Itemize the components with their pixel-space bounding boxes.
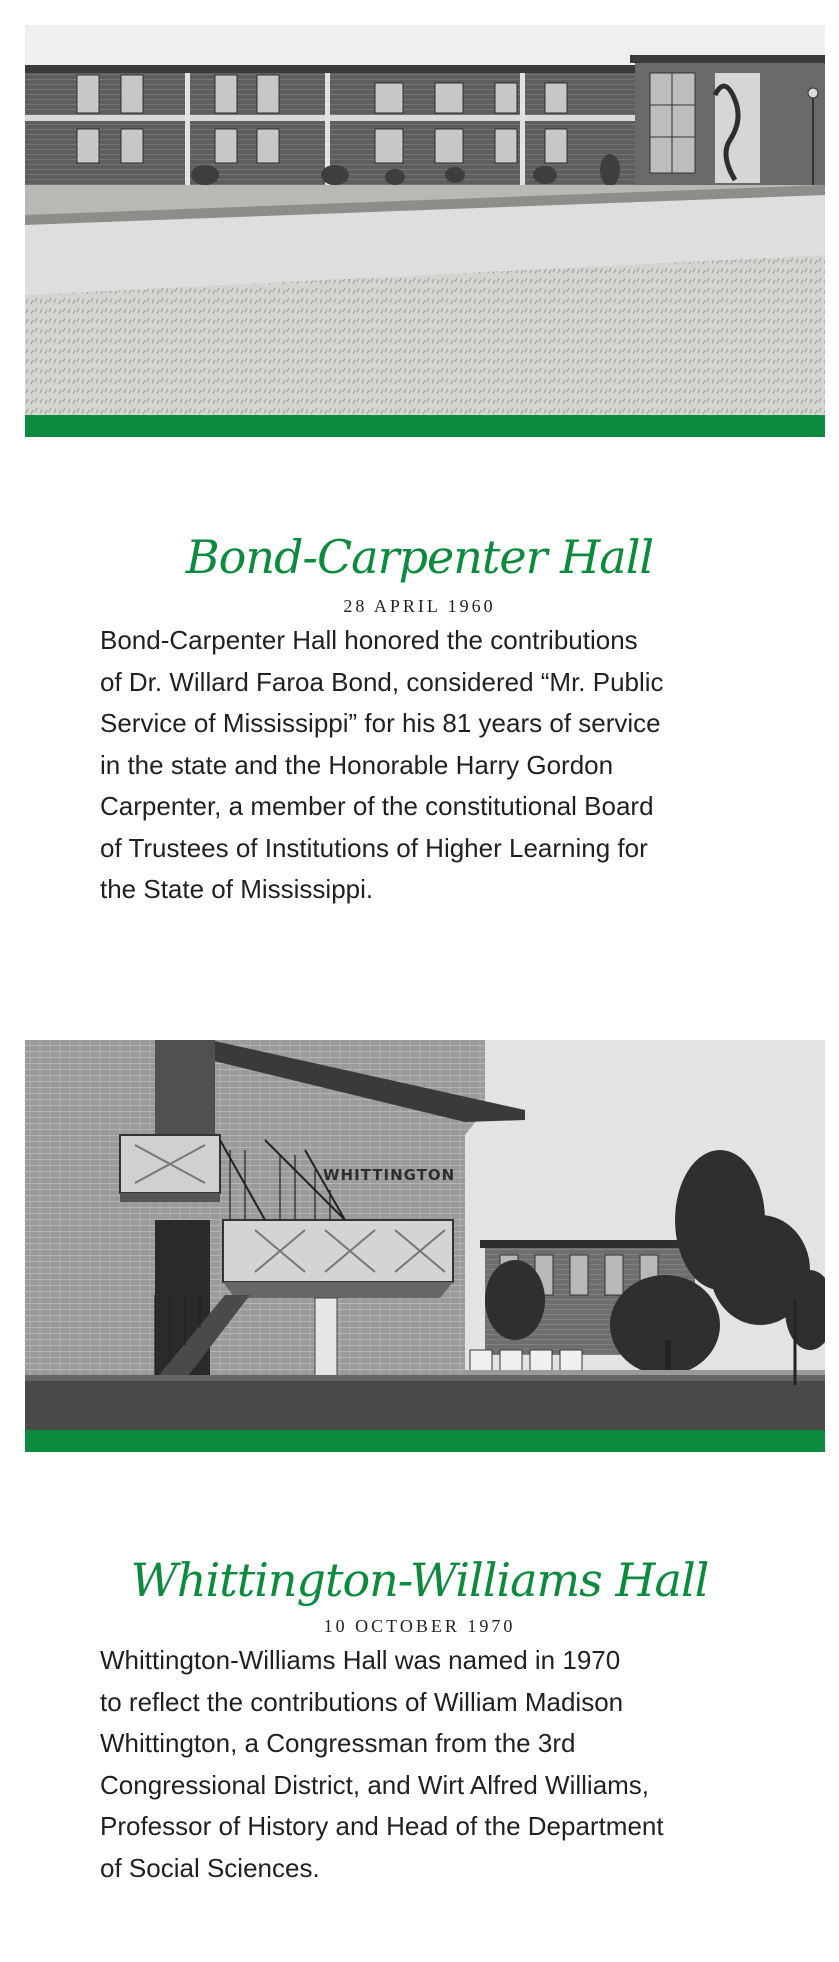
description-line: Whittington-Williams Hall was named in 1970 — [100, 1645, 621, 1675]
building-photo-icon — [25, 1040, 825, 1430]
description-line: Whittington, a Congressman from the 3rd — [100, 1728, 576, 1758]
whittington-williams-hall-photo — [25, 1040, 825, 1430]
description-line: Professor of History and Head of the Department — [100, 1811, 664, 1841]
description-line: of Social Sciences. — [100, 1852, 320, 1883]
hall-dedication-date: 28 APRIL 1960 — [343, 596, 496, 616]
building-sign: WHITTINGTON — [323, 1166, 456, 1184]
green-divider-bar — [25, 1430, 825, 1452]
description-line: Congressional District, and Wirt Alfred Williams, — [100, 1769, 650, 1800]
description-line: of Trustees of Institutions of Higher Learning for — [100, 832, 648, 863]
description-line: Carpenter, a member of the constitutional Board — [100, 791, 654, 821]
description-line: to reflect the contributions of William Madison — [100, 1686, 624, 1717]
description-line: in the state and the Honorable Harry Gordon — [100, 749, 614, 780]
hall-description — [100, 1640, 760, 1889]
hall-dedication-date: 10 OCTOBER 1970 — [323, 1616, 516, 1636]
bond-carpenter-hall-photo — [25, 25, 825, 415]
hall-title: Whittington-Williams Hall — [130, 1553, 709, 1607]
description-line: Bond-Carpenter Hall honored the contributions — [100, 625, 638, 655]
description-line: the State of Mississippi. — [100, 874, 374, 904]
description-line: of Dr. Willard Faroa Bond, considered “Mr. Public — [100, 666, 664, 697]
hall-description — [100, 620, 760, 911]
hall-title: Bond-Carpenter Hall — [185, 530, 654, 584]
description-line: Service of Mississippi” for his 81 years of service — [100, 708, 661, 738]
green-divider-bar — [25, 415, 825, 437]
building-photo-icon — [25, 25, 825, 415]
